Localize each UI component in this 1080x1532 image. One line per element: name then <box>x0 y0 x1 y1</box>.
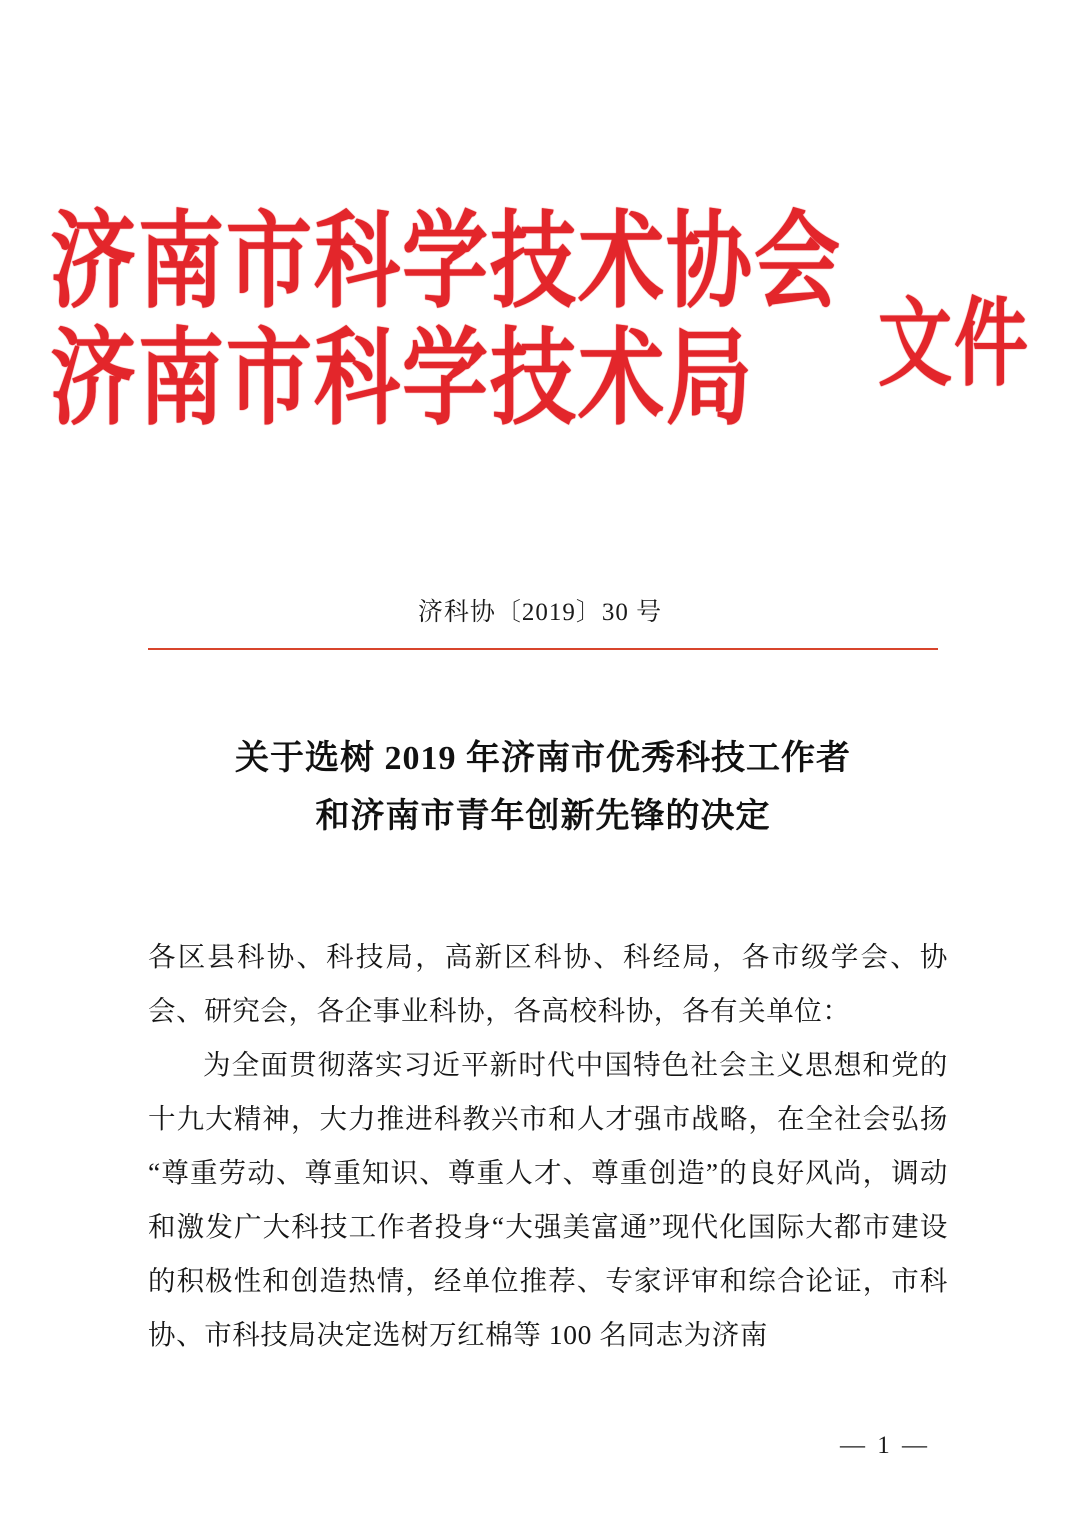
page-title-line-1: 关于选树 2019 年济南市优秀科技工作者 <box>235 740 851 777</box>
red-divider-rule <box>148 648 938 650</box>
body-paragraph-1: 为全面贯彻落实习近平新时代中国特色社会主义思想和党的十九大精神，大力推进科教兴市和人才强市战略，在全社会弘扬“尊重劳动、尊重知识、尊重人才、尊重创造”的良好风尚，调动和激发广大科技工作者投身“大强美富通”现代化国际大都市建设的积极性和创造热情，经单位推荐、专家评审和综合论证，市科协、市科技局决定选树万红棉等 100 名同志为济南 <box>148 1049 948 1350</box>
document-body <box>148 930 948 1362</box>
masthead-document-label: 文件 <box>878 288 1030 400</box>
page-number: — 1 — <box>840 1432 930 1459</box>
masthead-line-1: 济南市科学技术协会 <box>50 200 842 324</box>
masthead <box>0 200 1080 441</box>
masthead-line-2: 济南市科学技术局 <box>50 317 754 441</box>
page-title <box>150 730 936 846</box>
document-number: 济科协〔2019〕30 号 <box>417 599 663 626</box>
salutation-paragraph: 各区县科协、科技局，高新区科协、科经局，各市级学会、协会、研究会，各企事业科协，各高校科协，各有关单位： <box>148 941 948 1026</box>
masthead-agency-names <box>50 200 842 441</box>
page-title-line-2: 和济南市青年创新先锋的决定 <box>315 797 771 835</box>
